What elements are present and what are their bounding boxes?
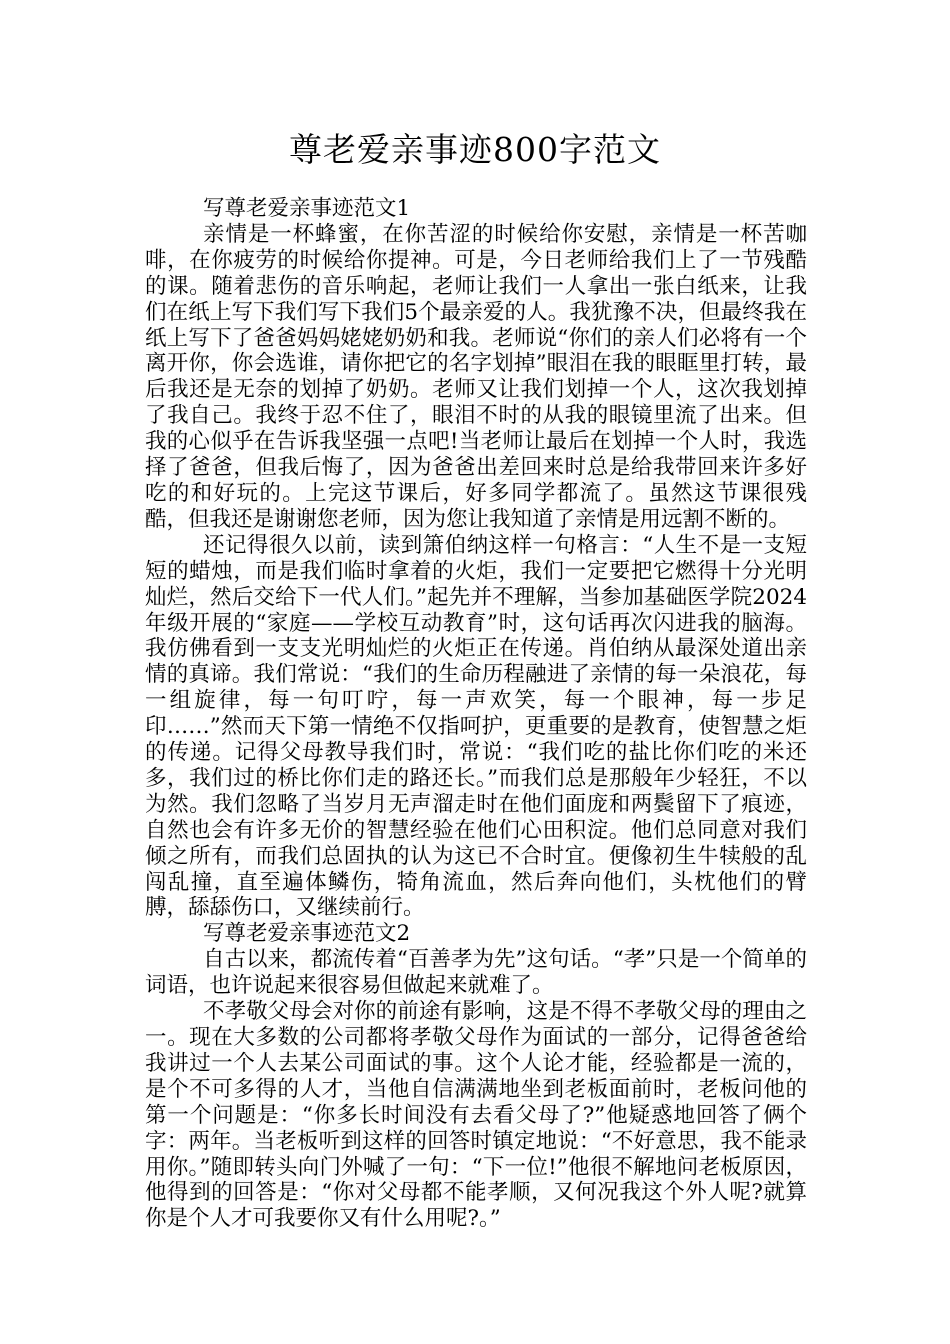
paragraph-family-love: 亲情是一杯蜂蜜，在你苦涩的时候给你安慰，亲情是一杯苦咖啡，在你疲劳的时候给你提神。可是，今日老师给我们上了一节残酷的课。随着悲伤的音乐响起，老师让我们一人拿出一张白纸来，让我们在纸上写下我们写下我们5个最亲爱的人。我犹豫不决，但最终我在纸上写下了爸爸妈妈姥姥奶奶和我。老师说“你们的亲人们必将有一个离开你，你会选谁，请你把它的名字划掉”眼泪在我的眼眶里打转，最后我还是无奈的划掉了奶奶。老师又让我们划掉一个人，这次我划掉了我自己。我终于忍不住了，眼泪不时的从我的眼镜里流了出来。但我的心似乎在告诉我坚强一点吧!当老师让最后在划掉一个人时，我选择了爸爸，但我后悔了，因为爸爸出差回来时总是给我带回来许多好吃的和好玩的。上完这节课后，好多同学都流了。虽然这节课很残酷，但我还是谢谢您老师，因为您让我知道了亲情是用远割不断的。 (145, 221, 807, 532)
section-heading-2: 写尊老爱亲事迹范文2 (203, 921, 411, 947)
paragraph-torch-quote: 还记得很久以前，读到箫伯纳这样一句格言：“人生不是一支短短的蜡烛，而是我们临时拿着的火炬，我们一定要把它燃得十分光明灿烂，然后交给下一代人们。”起先并不理解，当参加基础医学院2024年级开展的“家庭——学校互动教育”时，这句话再次闪进我的脑海。我仿佛看到一支支光明灿烂的火炬正在传递。肖伯纳从最深处道出亲情的真谛。我们常说：“我们的生命历程融进了亲情的每一朵浪花，每一组旋律，每一句叮咛，每一声欢笑，每一个眼神，每一步足印……”然而天下第一情绝不仅指呵护，更重要的是教育，使智慧之炬的传递。记得父母教导我们时，常说：“我们吃的盐比你们吃的米还多，我们过的桥比你们走的路还长。”而我们总是那般年少轻狂，不以为然。我们忽略了当岁月无声溜走时在他们面庞和两鬓留下了痕迹，自然也会有许多无价的智慧经验在他们心田积淀。他们总同意对我们倾之所有，而我们总固执的认为这已不合时宜。便像初生牛犊般的乱闯乱撞，直至遍体鳞伤，犄角流血，然后奔向他们，头枕他们的臂膊，舔舔伤口，又继续前行。 (145, 532, 807, 921)
paragraph-filial-piety: 自古以来，都流传着“百善孝为先”这句话。“孝”只是一个简单的词语，也许说起来很容易但做起来就难了。 (145, 947, 807, 999)
section-heading-1: 写尊老爱亲事迹范文1 (203, 196, 411, 221)
document-title: 尊老爱亲事迹800字范文 (289, 130, 661, 169)
document-body (145, 196, 807, 1232)
paragraph-interview-story: 不孝敬父母会对你的前途有影响，这是不得不孝敬父母的理由之一。现在大多数的公司都将孝敬父母作为面试的一部分，记得爸爸给我讲过一个人去某公司面试的事。这个人论才能，经验都是一流的，是个不可多得的人才，当他自信满满地坐到老板面前时，老板问他的第一个问题是：“你多长时间没有去看父母了?”他疑惑地回答了俩个字：两年。当老板听到这样的回答时镇定地说：“不好意思，我不能录用你。”随即转头向门外喊了一句：“下一位!”他很不解地问老板原因，他得到的回答是：“你对父母都不能孝顺，又何况我这个外人呢?就算你是个人才可我要你又有什么用呢?。” (145, 999, 807, 1232)
